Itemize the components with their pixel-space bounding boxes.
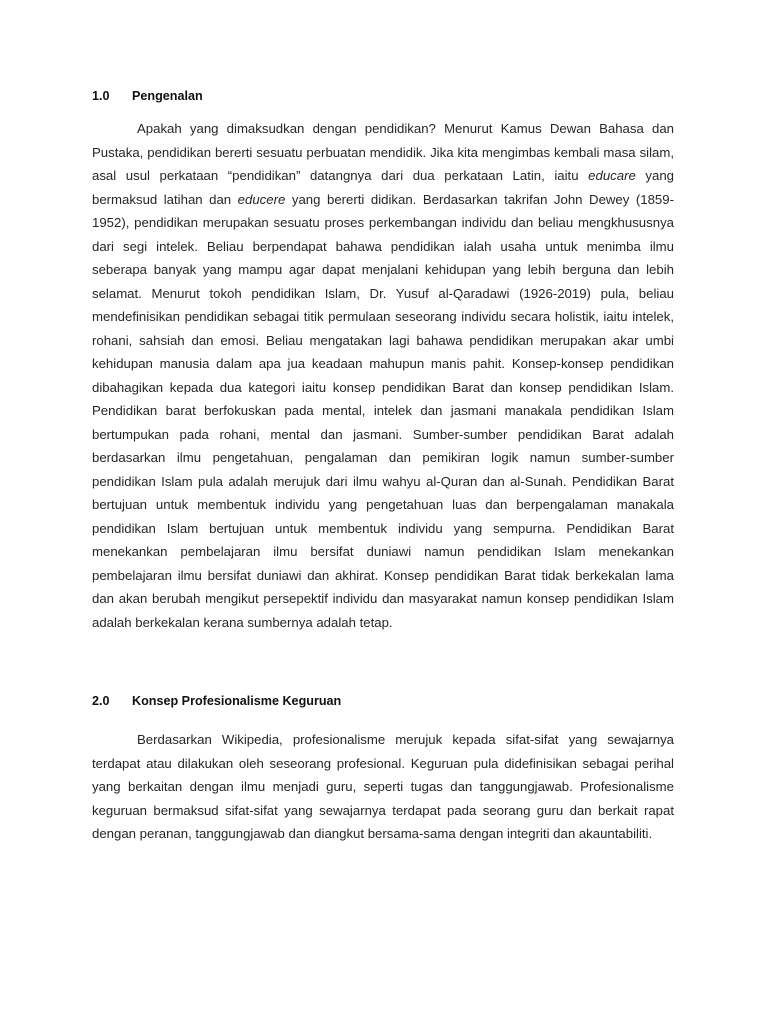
paragraph-konsep-profesionalisme: Berdasarkan Wikipedia, profesionalisme merujuk kepada sifat-sifat yang sewajarnya terdapat atau dilakukan oleh seseorang profesional. Keguruan pula didefinisikan sebagai perihal yang berkaitan dengan ilmu menjadi guru, seperti tugas dan tanggungjawab. Profesionalisme keguruan bermaksud sifat-sifat yang sewajarnya terdapat pada seorang guru dan berkait rapat dengan peranan, tanggungjawab dan diangkut bersama-sama dengan integriti dan akauntabiliti. xyxy=(92,732,674,841)
paragraph-text: yang bererti didikan. Berdasarkan takrifan John Dewey (1859-1952), pendidikan merupakan sesuatu proses perkembangan individu dan beliau mengkhususnya dari segi intelek. Beliau berpendapat bahawa pendidikan ialah usaha untuk menimba ilmu seberapa banyak yang mampu agar dapat menjalani kehidupan yang lebih berguna dan lebih selamat. Menurut tokoh pendidikan Islam, Dr. Yusuf al-Qaradawi (1926-2019) pula, beliau mendefinisikan pendidikan sebagai titik permulaan seseorang individu secara holistik, iaitu intelek, rohani, sahsiah dan emosi. Beliau mengatakan lagi bahawa pendidikan merupakan akar umbi kehidupan manusia dalam apa jua keadaan mahupun manis pahit. Konsep-konsep pendidikan dibahagikan kepada dua kategori iaitu konsep pendidikan Barat dan konsep pendidikan Islam. Pendidikan barat berfokuskan pada mental, intelek dan jasmani manakala pendidikan Islam bertumpukan pada rohani, mental dan jasmani. Sumber-sumber pendidikan Barat adalah berdasarkan ilmu pengetahuan, pengalaman dan pemikiran logik namun sumber-sumber pendidikan Islam pula adalah merujuk dari ilmu wahyu al-Quran dan al-Sunah. Pendidikan Barat bertujuan untuk membentuk individu yang pengetahuan luas dan berpengalaman manakala pendidikan Islam bertujuan untuk membentuk individu yang sempurna. Pendidikan Barat menekankan pembelajaran ilmu bersifat duniawi namun pendidikan Islam menekankan pembelajaran ilmu bersifat duniawi dan akhirat. Konsep pendidikan Barat tidak berkekalan lama dan akan berubah mengikut persepektif individu dan masyarakat namun konsep pendidikan Islam adalah berkekalan kerana sumbernya adalah tetap. xyxy=(92,191,674,630)
paragraph-pengenalan xyxy=(92,117,674,634)
section-number: 1.0 xyxy=(92,89,110,103)
italic-term-educere: educere xyxy=(237,191,286,207)
italic-term-educare: educare xyxy=(588,168,636,183)
section-number: 2.0 xyxy=(92,694,110,708)
section-title: Pengenalan xyxy=(132,89,203,103)
section-heading-pengenalan xyxy=(92,88,203,104)
section-heading-konsep-profesionalisme xyxy=(92,693,341,709)
paragraph-text: Apakah yang dimaksudkan dengan pendidikan? Menurut Kamus Dewan Bahasa dan Pustaka, pendidikan bererti sesuatu perbuatan mendidik. Jika kita mengimbas kembali masa silam, asal usul perkataan “pendidikan” datangnya dari dua perkataan Latin, iaitu xyxy=(92,121,674,183)
section-title: Konsep Profesionalisme Keguruan xyxy=(132,694,342,708)
paragraph-text: yang bermaksud latihan dan xyxy=(92,168,675,207)
